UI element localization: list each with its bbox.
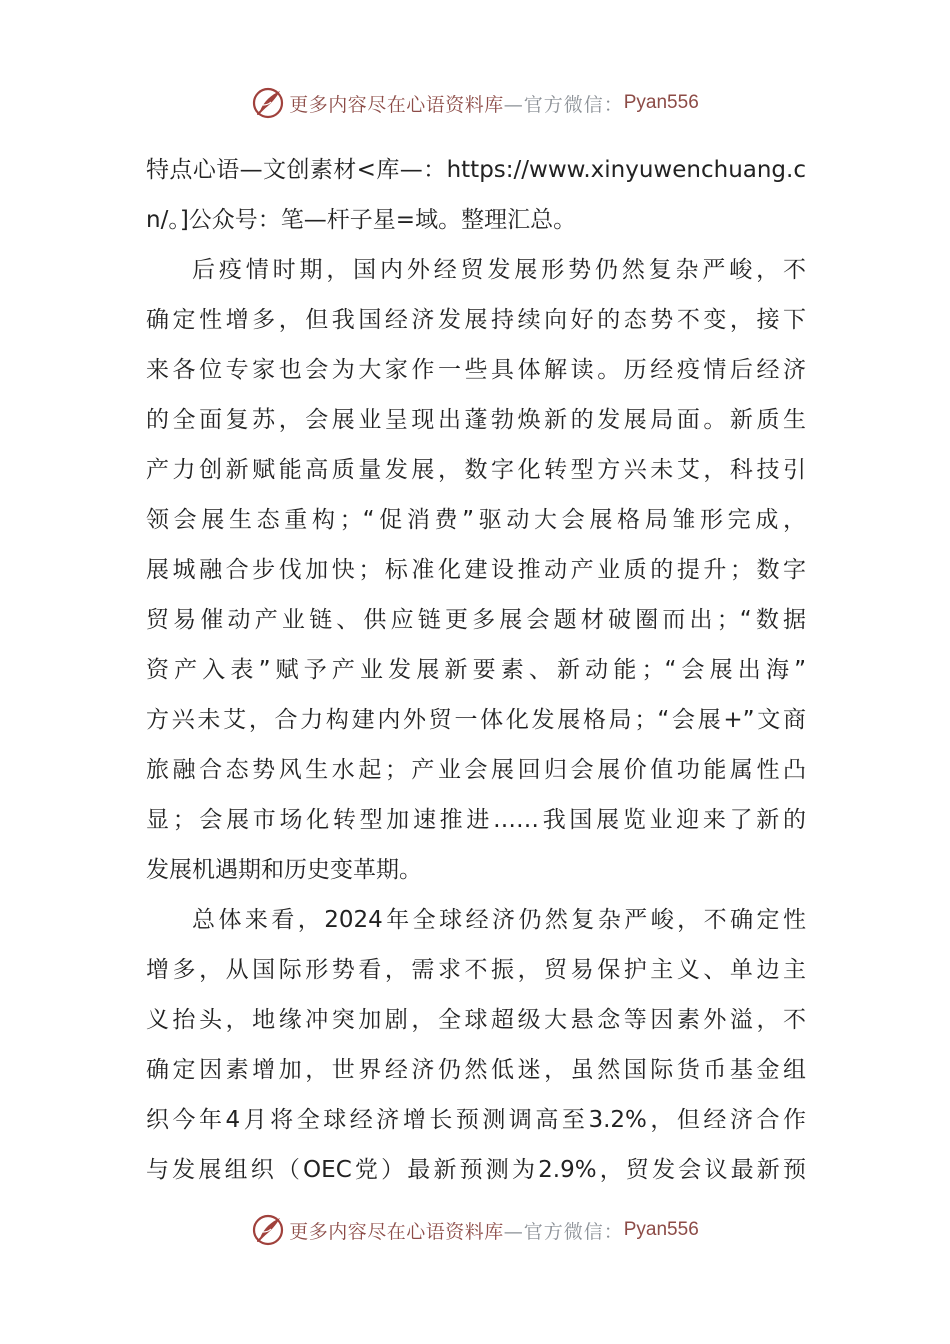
quill-logo-icon xyxy=(251,86,285,120)
text-line: 的全面复苏，会展业呈现出蓬勃焕新的发展局面。新质生 xyxy=(146,407,806,433)
header-wechat-id: Pyan556 xyxy=(623,92,699,113)
text-line: 资产入表”赋予产业发展新要素、新动能；“会展出海” xyxy=(146,657,806,683)
text-line: 领会展生态重构；“促消费”驱动大会展格局雏形完成， xyxy=(146,507,806,533)
text-line: 发展机遇期和历史变革期。 xyxy=(146,857,422,883)
text-line: 与发展组织（OEC党）最新预测为2.9%，贸发会议最新预 xyxy=(146,1157,806,1183)
text-line: 确定因素增加，世界经济仍然低迷，虽然国际货币基金组 xyxy=(146,1057,806,1083)
text-line: 义抬头，地缘冲突加剧，全球超级大悬念等因素外溢，不 xyxy=(146,1007,806,1033)
footer-subtitle: —官方微信： xyxy=(503,1220,624,1243)
text-line: n/。]公众号：笔—杆子星=域。整理汇总。 xyxy=(146,207,577,233)
footer-title: 更多内容尽在心语资料库 xyxy=(289,1220,504,1243)
text-line: 方兴未艾，合力构建内外贸一体化发展格局；“会展+”文商 xyxy=(146,707,806,733)
header-subtitle: —官方微信： xyxy=(503,93,624,116)
quill-logo-icon xyxy=(251,1213,285,1247)
footer-banner xyxy=(0,1210,950,1250)
text-line: 特点心语—文创素材<库—：https://www.xinyuwenchuang.c xyxy=(146,157,806,183)
header-banner xyxy=(0,83,950,123)
text-line: 显；会展市场化转型加速推进……我国展览业迎来了新的 xyxy=(146,807,806,833)
text-line: 织今年4月将全球经济增长预测调高至3.2%，但经济合作 xyxy=(146,1107,806,1133)
text-line: 增多，从国际形势看，需求不振，贸易保护主义、单边主 xyxy=(146,957,806,983)
text-line: 来各位专家也会为大家作一些具体解读。历经疫情后经济 xyxy=(146,357,806,383)
text-line: 旅融合态势风生水起；产业会展回归会展价值功能属性凸 xyxy=(146,757,806,783)
text-line: 确定性增多，但我国经济发展持续向好的态势不变，接下 xyxy=(146,307,806,333)
text-line: 贸易催动产业链、供应链更多展会题材破圈而出；“数据 xyxy=(146,607,806,633)
header-title: 更多内容尽在心语资料库 xyxy=(289,93,504,116)
text-line: 展城融合步伐加快；标准化建设推动产业质的提升；数字 xyxy=(146,557,806,583)
paragraph-start-line: 总体来看，2024年全球经济仍然复杂严峻，不确定性 xyxy=(192,907,806,933)
text-line: 产力创新赋能高质量发展，数字化转型方兴未艾，科技引 xyxy=(146,457,806,483)
footer-wechat-id: Pyan556 xyxy=(623,1219,699,1240)
paragraph-start-line: 后疫情时期，国内外经贸发展形势仍然复杂严峻，不 xyxy=(192,257,806,283)
document-body xyxy=(146,145,806,1195)
